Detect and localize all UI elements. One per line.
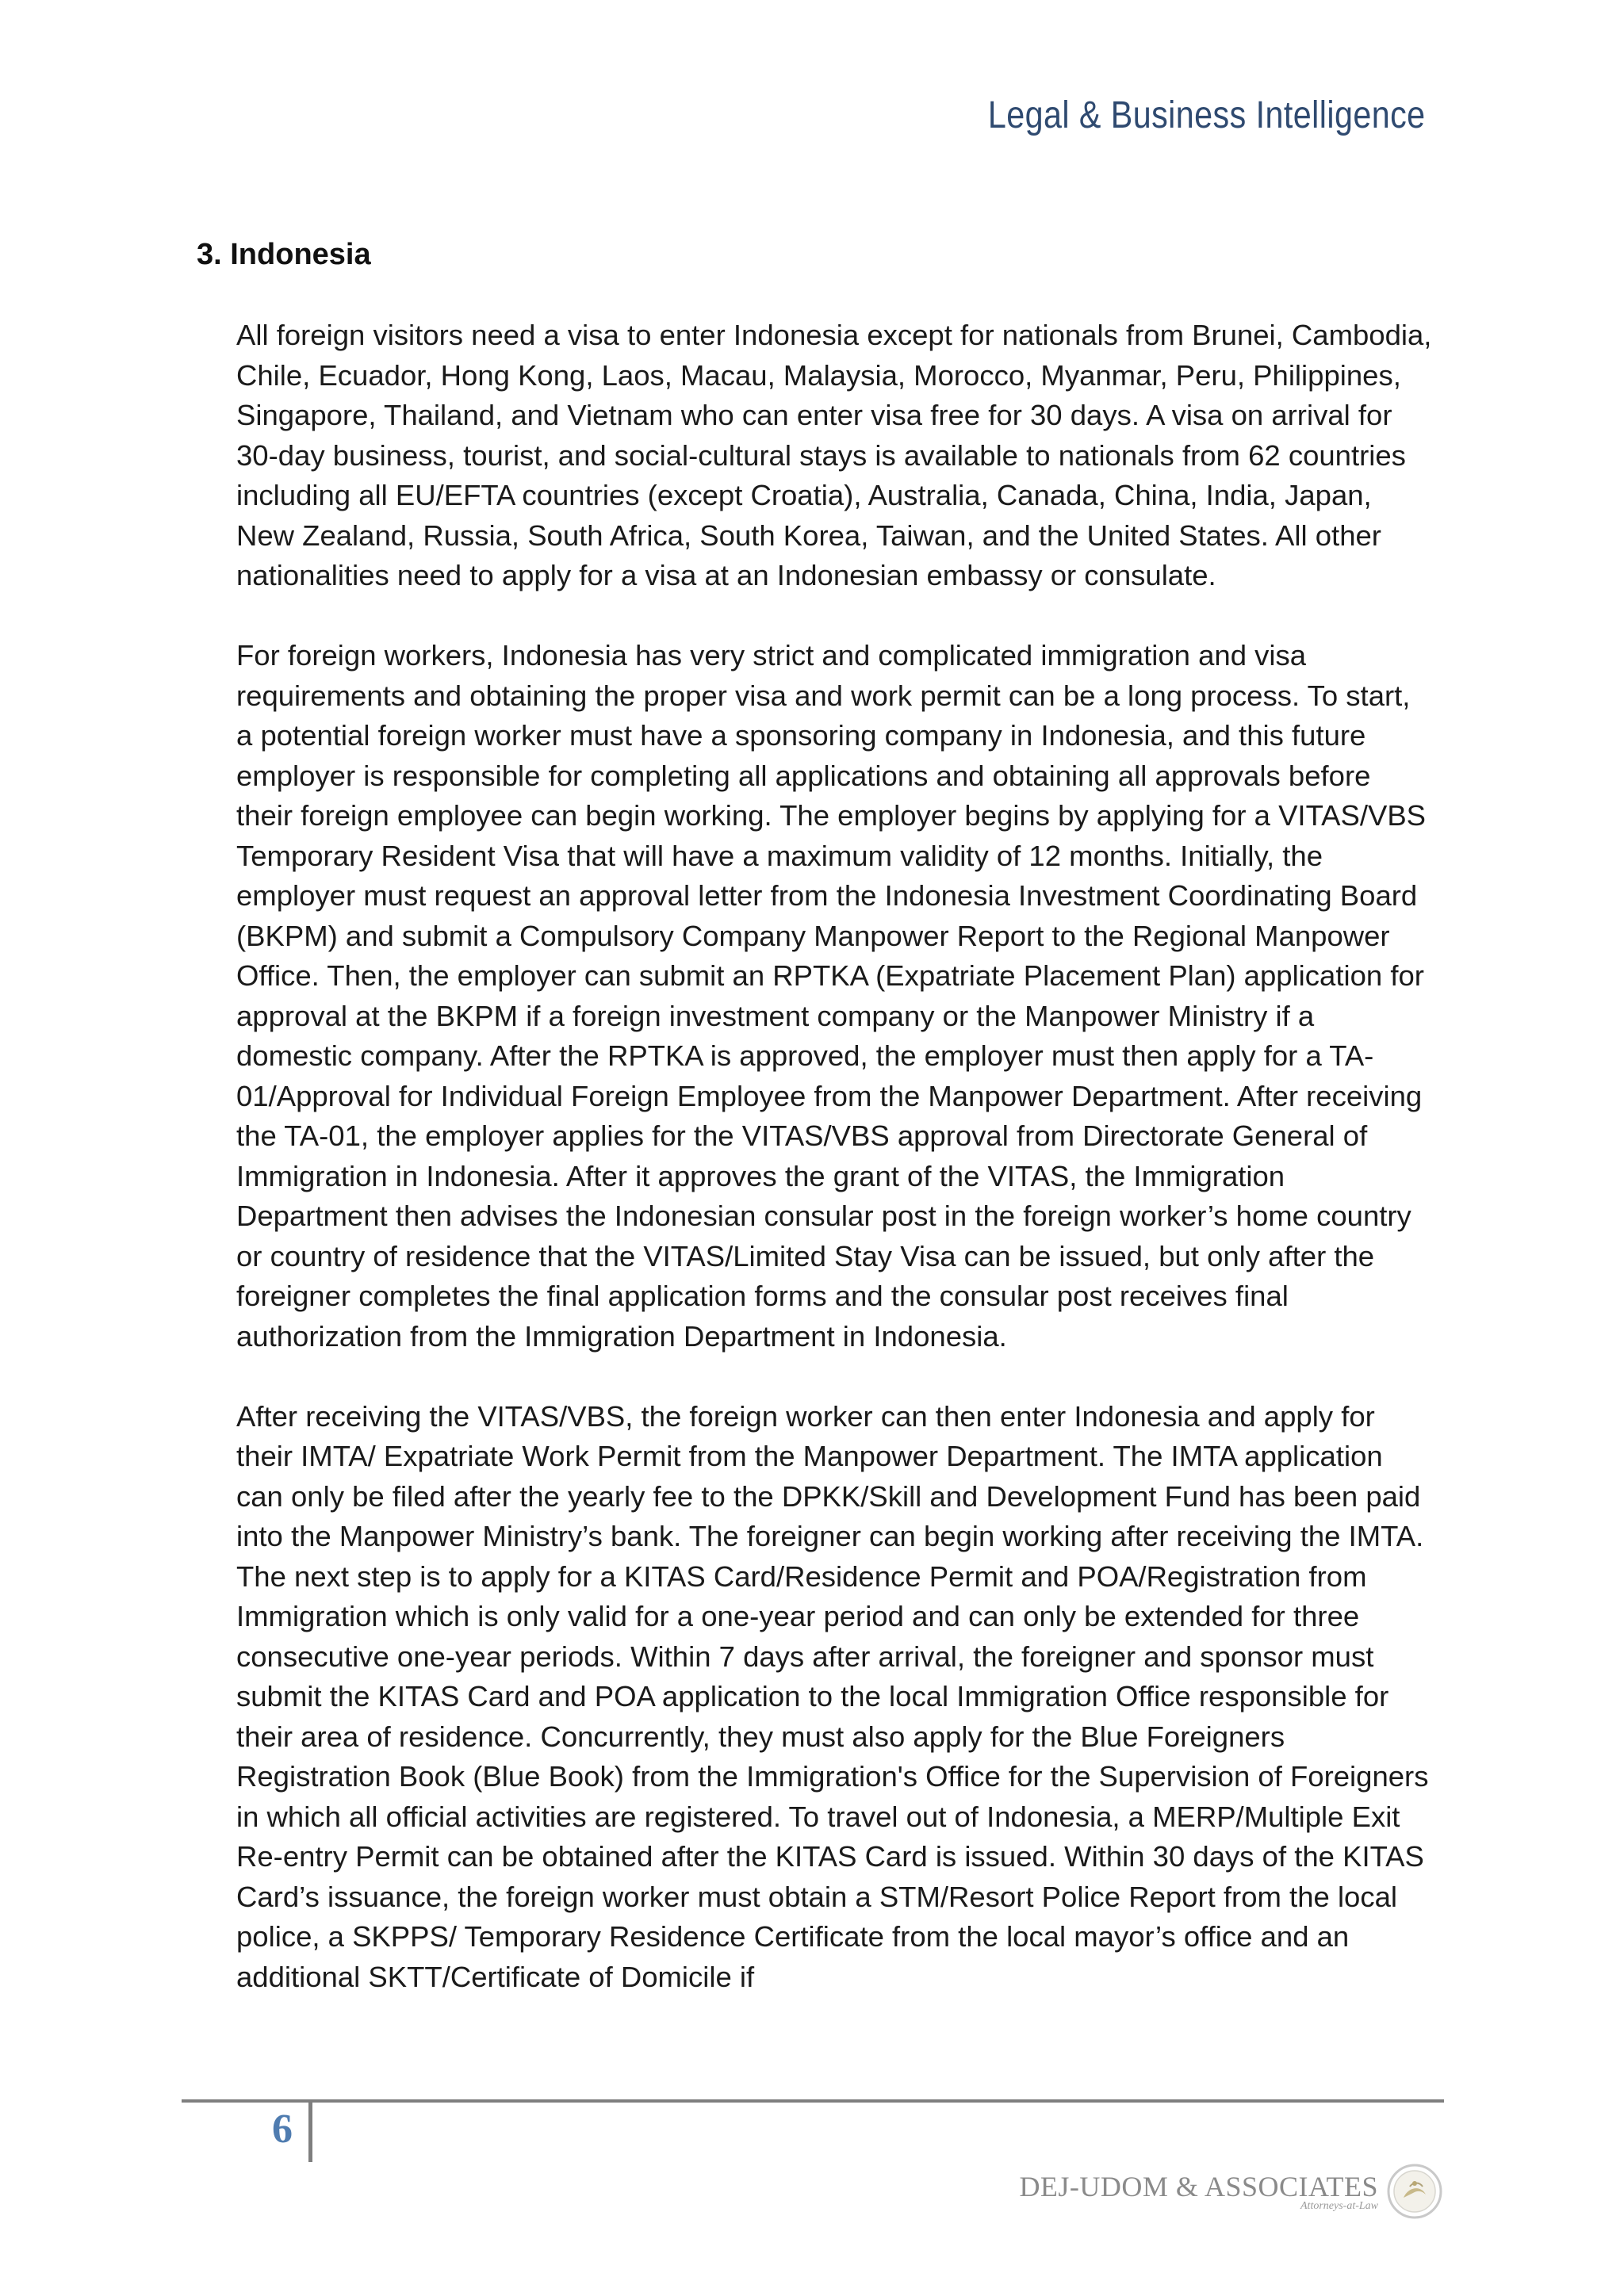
paragraph-visitor-visas: All foreign visitors need a visa to enter Indonesia except for nationals from Brunei, Cambodia, Chile, Ecuador, Hong Kong, Laos, Macau, Malaysia, Morocco, Myanmar, Peru, Philippines, Singapore, Thailand, and Vietnam who can enter visa free for 30 days. A visa on arrival for 30-day business, tourist, and social-cultural stays is available to nationals from 62 countries including all EU/EFTA countries (except Croatia), Australia, Canada, China, India, Japan, New Zealand, Russia, South Africa, South Korea, Taiwan, and the United States. All other nationalities need to apply for a visa at an Indonesian embassy or consulate. bbox=[236, 319, 1432, 591]
firm-name: DEJ-UDOM & ASSOCIATES bbox=[1019, 2171, 1378, 2202]
section-heading: 3. Indonesia bbox=[197, 238, 371, 271]
firm-wordmark bbox=[1019, 2170, 1378, 2213]
firm-logo bbox=[1019, 2163, 1443, 2220]
paragraph-foreign-workers: For foreign workers, Indonesia has very strict and complicated immigration and visa requirements and obtaining the proper visa and work permit can be a long process. To start, a potential foreign worker must have a sponsoring company in Indonesia, and this future employer is responsible for completing all applications and obtaining all approvals before their foreign employee can begin working. The employer begins by applying for a VITAS/VBS Temporary Resident Visa that will have a maximum validity of 12 months. Initially, the employer must request an approval letter from the Indonesia Investment Coordinating Board (BKPM) and submit a Compulsory Company Manpower Report to the Regional Manpower Office. Then, the employer can submit an RPTKA (Expatriate Placement Plan) application for approval at the BKPM if a foreign investment company or the Manpower Ministry if a domestic company. After the RPTKA is approved, the employer must then apply for a TA-01/Approval for Individual Foreign Employee from the Manpower Department. After receiving the TA-01, the employer applies for the VITAS/VBS approval from Directorate General of Immigration in Indonesia. After it approves the grant of the VITAS, the Immigration Department then advises the Indonesian consular post in the foreign worker’s home country or country of residence that the VITAS/Limited Stay Visa can be issued, but only after the foreigner completes the final application forms and the consular post receives final authorization from the Immigration Department in Indonesia. bbox=[236, 639, 1427, 1353]
footer-vertical-rule bbox=[308, 2103, 312, 2162]
paragraph-after-vitas: After receiving the VITAS/VBS, the foreign worker can then enter Indonesia and apply for their IMTA/ Expatriate Work Permit from the Manpower Department. The IMTA application can only be filed after the yearly fee to the DPKK/Skill and Development Fund has been paid into the Manpower Ministry’s bank. The foreigner can begin working after receiving the IMTA. The next step is to apply for a KITAS Card/Residence Permit and POA/Registration from Immigration which is only valid for a one-year period and can only be extended for three consecutive one-year periods. Within 7 days after arrival, the foreigner and sponsor must submit the KITAS Card and POA application to the local Immigration Office responsible for their area of residence. Concurrently, they must also apply for the Blue Foreigners Registration Book (Blue Book) from the Immigration's Office for the Supervision of Foreigners in which all official activities are registered. To travel out of Indonesia, a MERP/Multiple Exit Re-entry Permit can be obtained after the KITAS Card is issued. Within 30 days of the KITAS Card’s issuance, the foreign worker must obtain a STM/Resort Police Report from the local police, a SKPPS/ Temporary Residence Certificate from the local mayor’s office and an additional SKTT/Certificate of Domicile if bbox=[236, 1399, 1429, 1993]
footer-rule bbox=[182, 2099, 1444, 2103]
page-number: 6 bbox=[272, 2107, 293, 2152]
firm-seal-icon bbox=[1386, 2163, 1443, 2220]
header-title: Legal & Business Intelligence bbox=[988, 94, 1426, 136]
firm-subtitle: Attorneys-at-Law bbox=[1300, 2200, 1378, 2212]
body-text bbox=[236, 316, 1434, 2038]
